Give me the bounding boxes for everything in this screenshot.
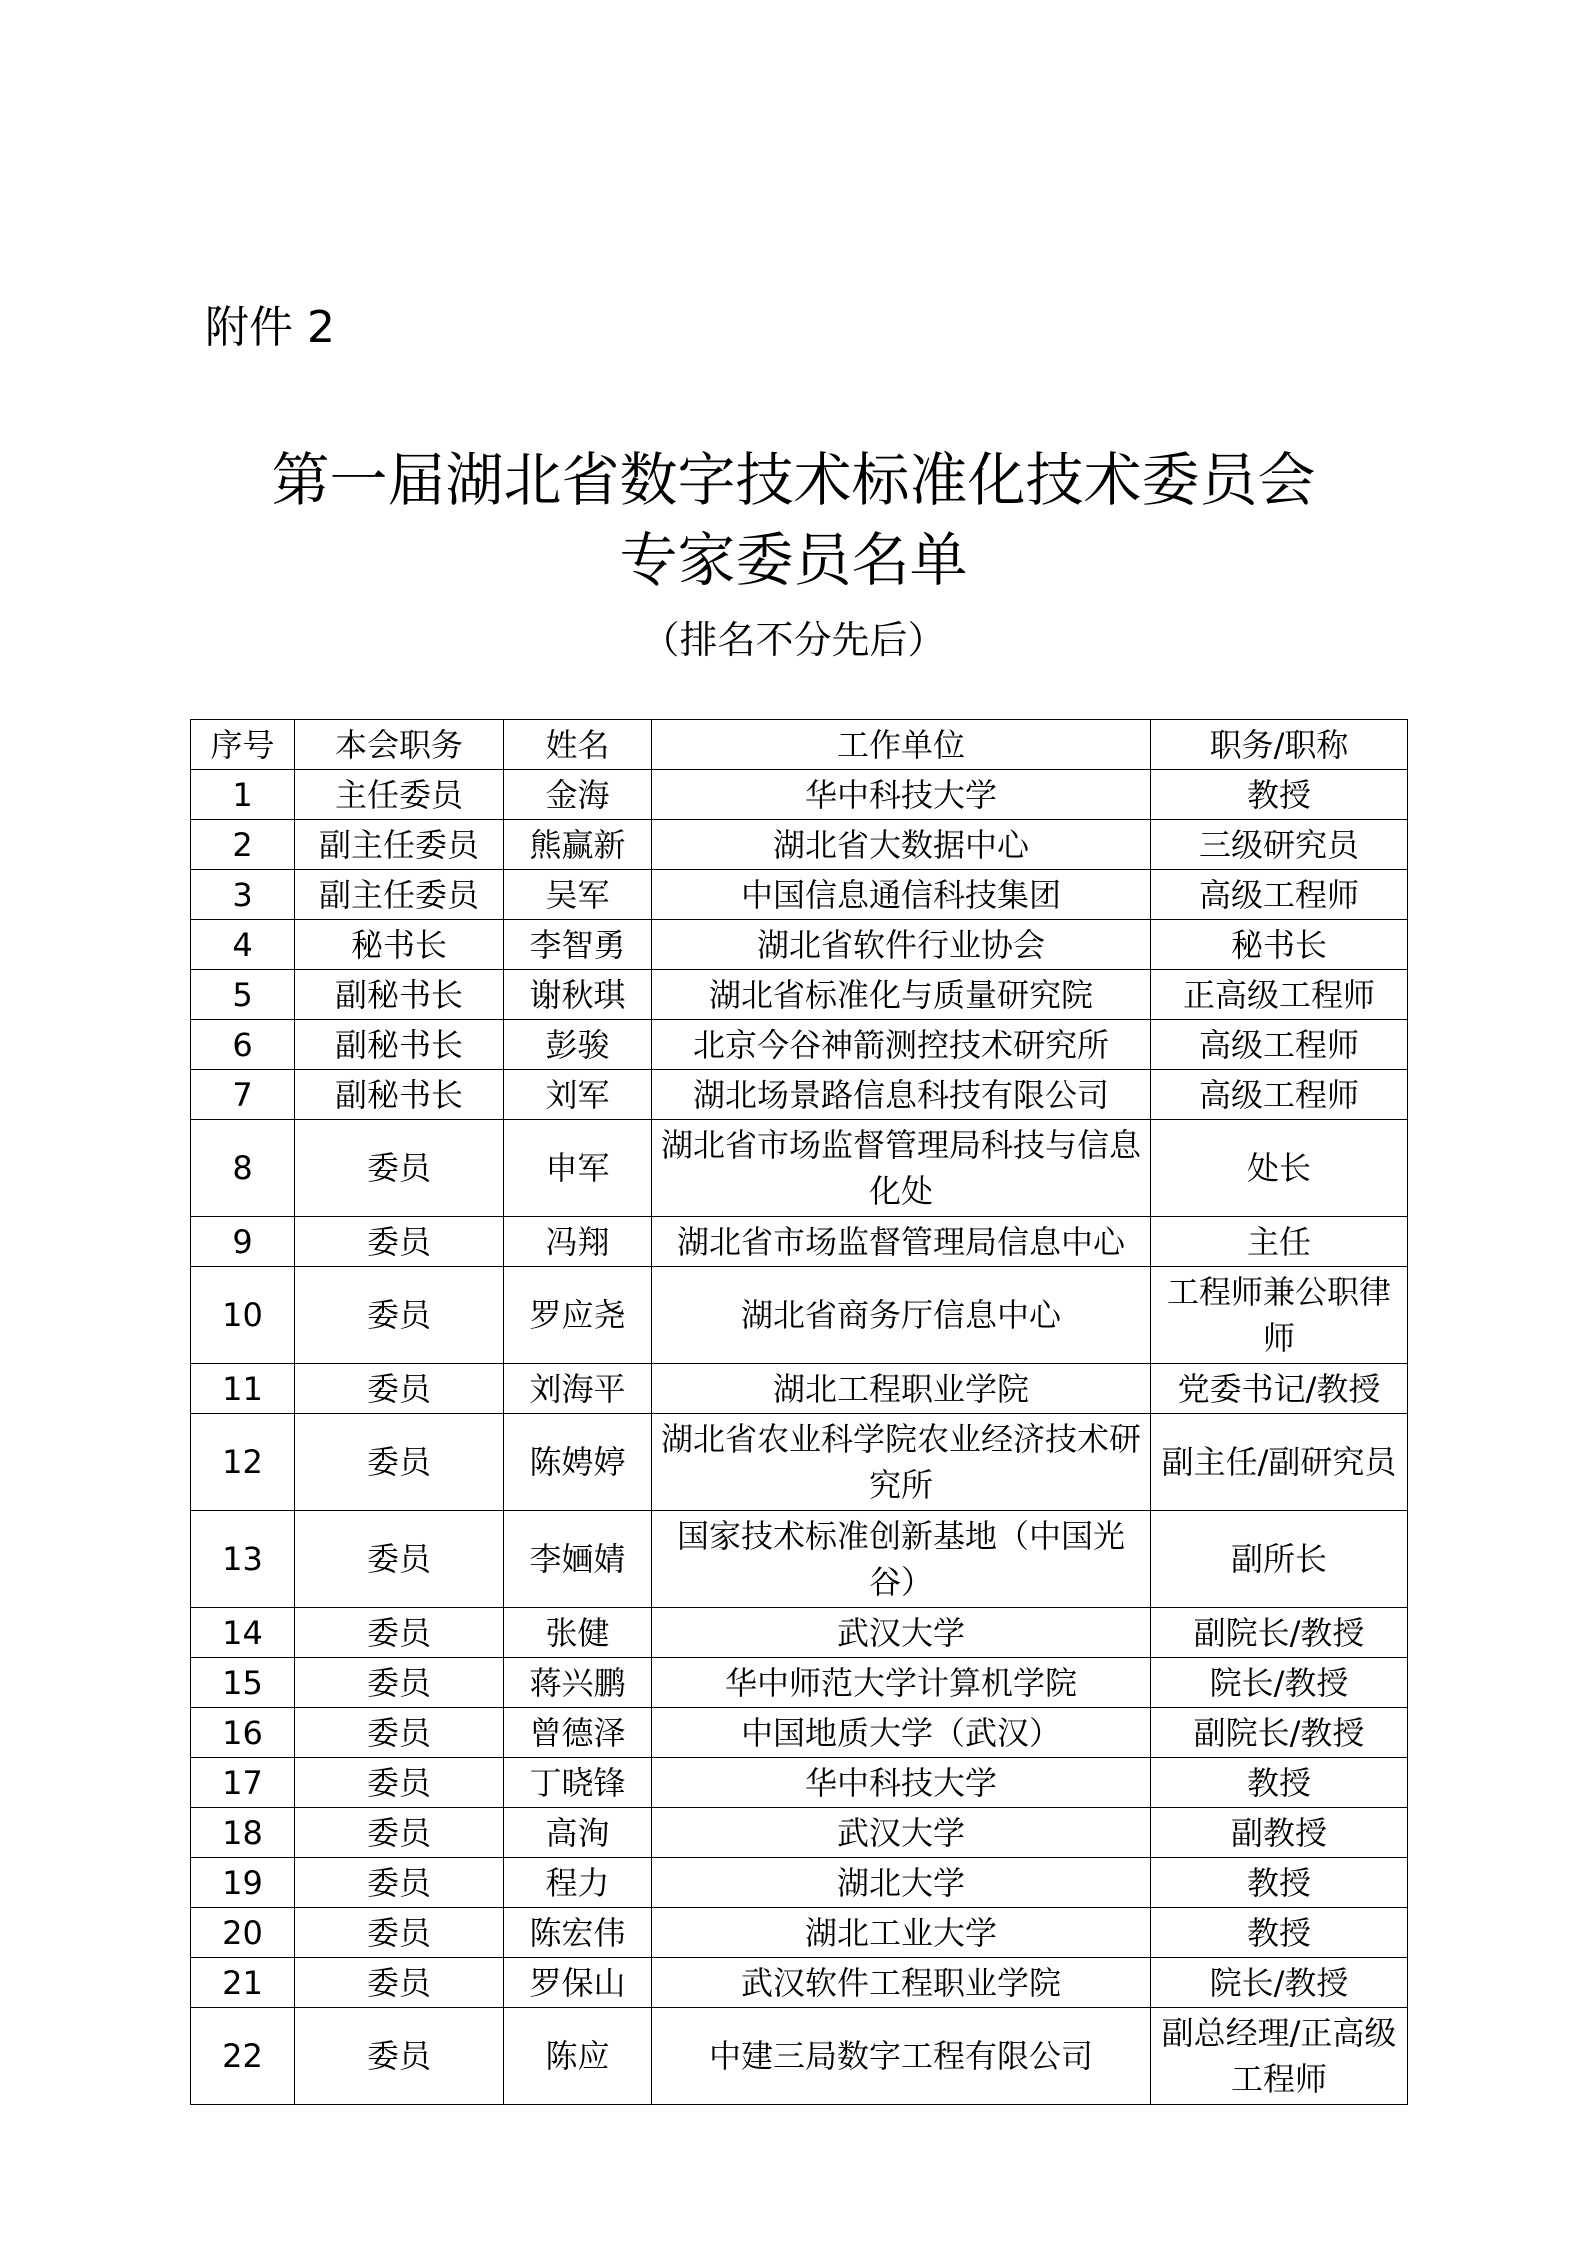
cell-organization: 武汉大学 [652, 1608, 1151, 1658]
document-subtitle: （排名不分先后） [641, 618, 946, 662]
cell-index: 16 [191, 1708, 295, 1758]
table-row [191, 1217, 1408, 1267]
cell-title: 院长/教授 [1151, 1958, 1408, 2008]
cell-role: 委员 [295, 1908, 504, 1958]
header-title: 职务/职称 [1151, 720, 1408, 770]
cell-name: 刘军 [504, 1070, 652, 1120]
cell-title: 教授 [1151, 1908, 1408, 1958]
cell-name: 金海 [504, 770, 652, 820]
cell-index: 18 [191, 1808, 295, 1858]
cell-organization: 武汉软件工程职业学院 [652, 1958, 1151, 2008]
cell-role: 副秘书长 [295, 1020, 504, 1070]
cell-role: 委员 [295, 1511, 504, 1608]
cell-organization: 中国地质大学（武汉） [652, 1708, 1151, 1758]
cell-index: 3 [191, 870, 295, 920]
cell-index: 20 [191, 1908, 295, 1958]
cell-organization: 北京今谷神箭测控技术研究所 [652, 1020, 1151, 1070]
cell-title: 教授 [1151, 770, 1408, 820]
cell-name: 张健 [504, 1608, 652, 1658]
cell-title: 高级工程师 [1151, 1070, 1408, 1120]
cell-index: 12 [191, 1414, 295, 1511]
cell-organization: 湖北大学 [652, 1858, 1151, 1908]
cell-index: 14 [191, 1608, 295, 1658]
table-row [191, 2008, 1408, 2105]
cell-name: 申军 [504, 1120, 652, 1217]
table-row [191, 1511, 1408, 1608]
cell-organization: 湖北省市场监督管理局信息中心 [652, 1217, 1151, 1267]
header-name: 姓名 [504, 720, 652, 770]
table-row [191, 870, 1408, 920]
header-organization: 工作单位 [652, 720, 1151, 770]
cell-name: 罗保山 [504, 1958, 652, 2008]
cell-name: 高洵 [504, 1808, 652, 1858]
cell-index: 10 [191, 1267, 295, 1364]
cell-index: 17 [191, 1758, 295, 1808]
cell-name: 吴军 [504, 870, 652, 920]
cell-name: 陈应 [504, 2008, 652, 2105]
expert-committee-table [190, 719, 1408, 2105]
cell-organization: 武汉大学 [652, 1808, 1151, 1858]
cell-index: 4 [191, 920, 295, 970]
table-row [191, 1858, 1408, 1908]
cell-title: 三级研究员 [1151, 820, 1408, 870]
cell-title: 副院长/教授 [1151, 1608, 1408, 1658]
table-row [191, 920, 1408, 970]
cell-organization: 中国信息通信科技集团 [652, 870, 1151, 920]
cell-index: 21 [191, 1958, 295, 2008]
cell-organization: 湖北工程职业学院 [652, 1364, 1151, 1414]
cell-role: 委员 [295, 2008, 504, 2105]
cell-role: 主任委员 [295, 770, 504, 820]
cell-role: 委员 [295, 1658, 504, 1708]
cell-title: 副总经理/正高级工程师 [1151, 2008, 1408, 2105]
cell-name: 程力 [504, 1858, 652, 1908]
cell-name: 陈娉婷 [504, 1414, 652, 1511]
table-row [191, 820, 1408, 870]
cell-role: 副主任委员 [295, 820, 504, 870]
cell-role: 副秘书长 [295, 970, 504, 1020]
header-role: 本会职务 [295, 720, 504, 770]
cell-title: 副教授 [1151, 1808, 1408, 1858]
cell-role: 委员 [295, 1608, 504, 1658]
cell-role: 秘书长 [295, 920, 504, 970]
cell-name: 曾德泽 [504, 1708, 652, 1758]
header-index: 序号 [191, 720, 295, 770]
cell-index: 19 [191, 1858, 295, 1908]
cell-role: 副主任委员 [295, 870, 504, 920]
cell-role: 委员 [295, 1364, 504, 1414]
cell-index: 2 [191, 820, 295, 870]
cell-organization: 湖北场景路信息科技有限公司 [652, 1070, 1151, 1120]
cell-name: 刘海平 [504, 1364, 652, 1414]
cell-title: 处长 [1151, 1120, 1408, 1217]
cell-title: 院长/教授 [1151, 1658, 1408, 1708]
cell-title: 副所长 [1151, 1511, 1408, 1608]
table-row [191, 1364, 1408, 1414]
cell-role: 委员 [295, 1120, 504, 1217]
cell-organization: 湖北省标准化与质量研究院 [652, 970, 1151, 1020]
table-row [191, 1708, 1408, 1758]
cell-role: 委员 [295, 1808, 504, 1858]
cell-name: 蒋兴鹏 [504, 1658, 652, 1708]
table-row [191, 1070, 1408, 1120]
cell-index: 13 [191, 1511, 295, 1608]
table-row [191, 1608, 1408, 1658]
cell-name: 陈宏伟 [504, 1908, 652, 1958]
cell-name: 彭骏 [504, 1020, 652, 1070]
table-row [191, 1120, 1408, 1217]
cell-role: 委员 [295, 1414, 504, 1511]
cell-title: 高级工程师 [1151, 1020, 1408, 1070]
cell-title: 工程师兼公职律师 [1151, 1267, 1408, 1364]
table-row [191, 1958, 1408, 2008]
cell-organization: 湖北省软件行业协会 [652, 920, 1151, 970]
cell-role: 委员 [295, 1958, 504, 2008]
cell-organization: 华中师范大学计算机学院 [652, 1658, 1151, 1708]
cell-name: 李婳婧 [504, 1511, 652, 1608]
cell-title: 副院长/教授 [1151, 1708, 1408, 1758]
cell-role: 副秘书长 [295, 1070, 504, 1120]
cell-title: 副主任/副研究员 [1151, 1414, 1408, 1511]
cell-organization: 湖北省大数据中心 [652, 820, 1151, 870]
cell-index: 5 [191, 970, 295, 1020]
document-title-line1: 第一届湖北省数字技术标准化技术委员会 [271, 446, 1316, 514]
cell-index: 22 [191, 2008, 295, 2105]
cell-title: 主任 [1151, 1217, 1408, 1267]
cell-organization: 华中科技大学 [652, 1758, 1151, 1808]
cell-index: 1 [191, 770, 295, 820]
table-row [191, 1808, 1408, 1858]
cell-role: 委员 [295, 1858, 504, 1908]
cell-organization: 国家技术标准创新基地（中国光谷） [652, 1511, 1151, 1608]
attachment-label: 附件 2 [205, 302, 335, 353]
table-header-row [191, 720, 1408, 770]
cell-organization: 湖北省商务厅信息中心 [652, 1267, 1151, 1364]
table-row [191, 970, 1408, 1020]
cell-organization: 湖北省农业科学院农业经济技术研究所 [652, 1414, 1151, 1511]
table-row [191, 1908, 1408, 1958]
table-row [191, 1414, 1408, 1511]
table-row [191, 1020, 1408, 1070]
cell-role: 委员 [295, 1267, 504, 1364]
cell-index: 6 [191, 1020, 295, 1070]
cell-organization: 湖北工业大学 [652, 1908, 1151, 1958]
table-row [191, 770, 1408, 820]
cell-organization: 中建三局数字工程有限公司 [652, 2008, 1151, 2105]
cell-name: 熊赢新 [504, 820, 652, 870]
cell-role: 委员 [295, 1217, 504, 1267]
cell-title: 党委书记/教授 [1151, 1364, 1408, 1414]
cell-role: 委员 [295, 1708, 504, 1758]
cell-index: 15 [191, 1658, 295, 1708]
cell-index: 11 [191, 1364, 295, 1414]
cell-title: 教授 [1151, 1758, 1408, 1808]
cell-index: 8 [191, 1120, 295, 1217]
cell-name: 罗应尧 [504, 1267, 652, 1364]
table-row [191, 1658, 1408, 1708]
cell-title: 高级工程师 [1151, 870, 1408, 920]
table-row [191, 1758, 1408, 1808]
cell-organization: 湖北省市场监督管理局科技与信息化处 [652, 1120, 1151, 1217]
cell-index: 7 [191, 1070, 295, 1120]
cell-title: 正高级工程师 [1151, 970, 1408, 1020]
cell-title: 秘书长 [1151, 920, 1408, 970]
cell-role: 委员 [295, 1758, 504, 1808]
cell-name: 冯翔 [504, 1217, 652, 1267]
cell-organization: 华中科技大学 [652, 770, 1151, 820]
cell-name: 李智勇 [504, 920, 652, 970]
table-row [191, 1267, 1408, 1364]
document-title-line2: 专家委员名单 [619, 526, 968, 594]
cell-index: 9 [191, 1217, 295, 1267]
cell-name: 丁晓锋 [504, 1758, 652, 1808]
cell-title: 教授 [1151, 1858, 1408, 1908]
cell-name: 谢秋琪 [504, 970, 652, 1020]
